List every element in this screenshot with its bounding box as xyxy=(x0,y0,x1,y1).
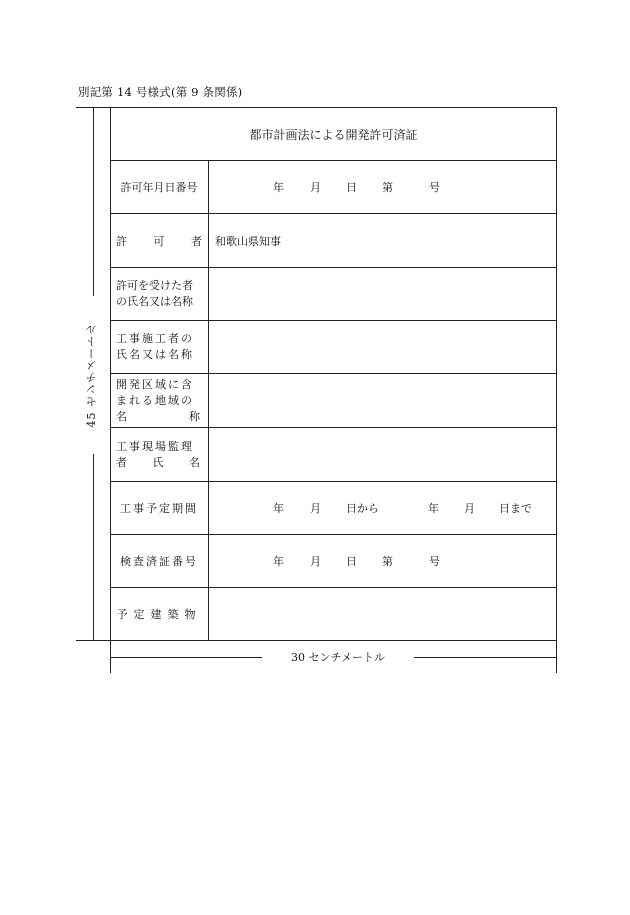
inspection-number-label: 検査済証番号 xyxy=(120,555,198,568)
permitter-field[interactable]: 和歌山県知事 xyxy=(215,234,281,248)
permitter-label: 許 可 者 xyxy=(116,234,202,248)
permittee-field[interactable] xyxy=(209,268,556,320)
table-right-border xyxy=(556,107,557,673)
form-number-title: 別記第 14 号様式(第 9 条関係) xyxy=(78,85,243,99)
construction-period-field[interactable]: 年 月 日から 年 月 日まで xyxy=(273,502,532,515)
contractor-field[interactable] xyxy=(209,321,556,373)
development-area-field[interactable] xyxy=(209,374,556,427)
planned-building-field[interactable] xyxy=(209,588,556,640)
site-supervisor-field[interactable] xyxy=(209,428,556,481)
permit-date-number-label: 許可年月日番号 xyxy=(120,181,198,194)
height-dimension-label: 45 センチメートル xyxy=(84,296,100,454)
permit-date-number-field[interactable]: 年 月 日 第 号 xyxy=(273,181,440,194)
table-bottom-border xyxy=(76,640,557,641)
permittee-label: 許可を受けた者 の氏名又は名称 xyxy=(116,279,193,308)
certificate-title: 都市計画法による開発許可済証 xyxy=(249,127,418,142)
construction-period-label: 工事予定期間 xyxy=(120,502,198,515)
site-supervisor-label: 工事現場監理 者 氏 名 xyxy=(116,439,202,469)
width-dimension-label: 30 センチメートル xyxy=(262,649,414,665)
inspection-number-field[interactable]: 年 月 日 第 号 xyxy=(273,555,440,568)
development-area-label: 開発区域に含 まれる地域の 名 称 xyxy=(116,377,202,423)
planned-building-label: 予定建築物 xyxy=(116,608,202,621)
contractor-label: 工事施工者の 氏名又は名称 xyxy=(116,332,194,361)
